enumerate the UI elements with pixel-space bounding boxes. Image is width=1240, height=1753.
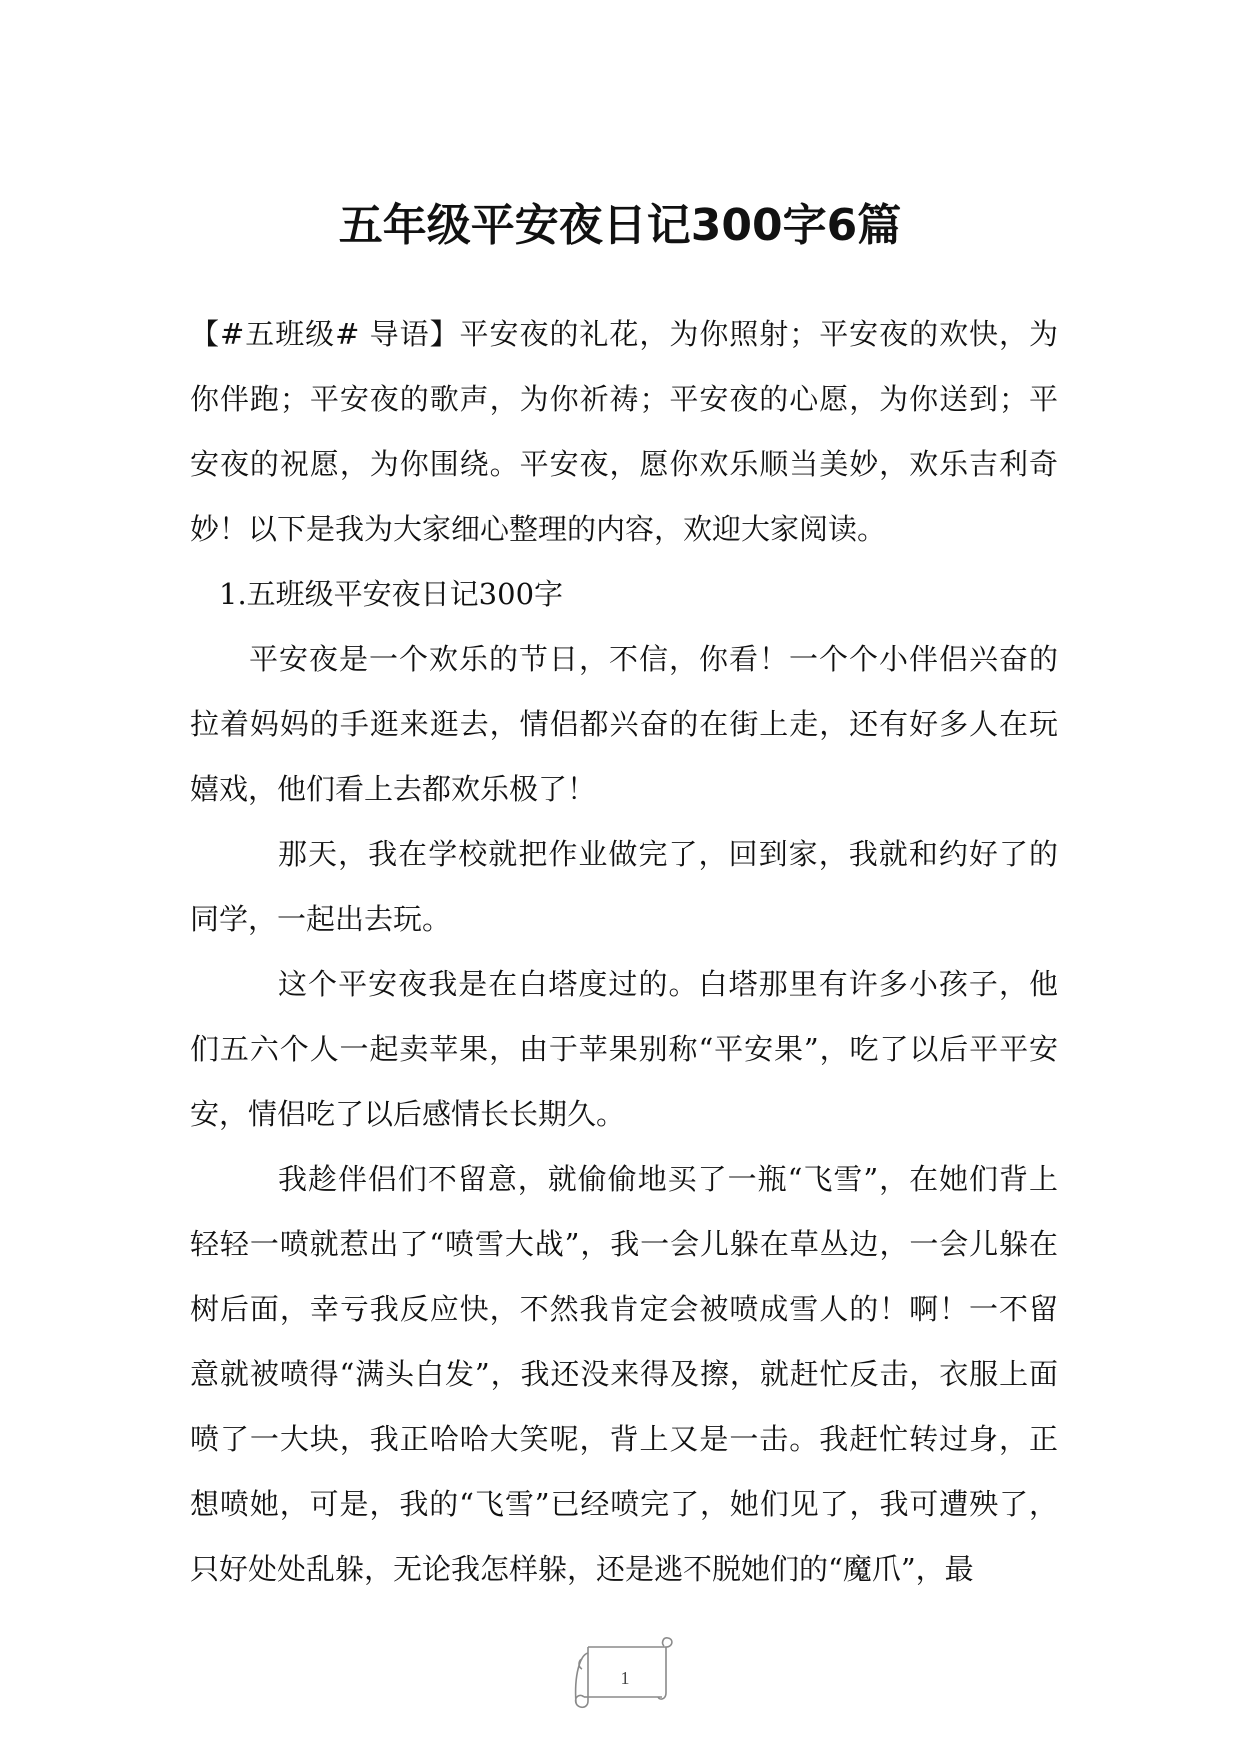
body-paragraph: 我趁伴侣们不留意，就偷偷地买了一瓶“飞雪”，在她们背上轻轻一喷就惹出了“喷雪大战”，我一会儿躲在草丛边，一会儿躲在树后面，幸亏我反应快，不然我肯定会被喷成雪人的！啊！一不留意就被喷得“满头白发”，我还没来得及擦，就赶忙反击，衣服上面喷了一大块，我正哈哈大笑呢，背上又是一击。我赶忙转过身，正想喷她，可是，我的“飞雪”已经喷完了，她们见了，我可遭殃了，只好处处乱躲，无论我怎样躲，还是逃不脱她们的“魔爪”，最 <box>190 1162 1058 1586</box>
section-heading: 1.五班级平安夜日记300字 <box>219 577 564 611</box>
document-title: 五年级平安夜日记300字6篇 <box>338 200 902 251</box>
intro-paragraph: 【#五班级# 导语】平安夜的礼花，为你照射；平安夜的欢快，为你伴跑；平安夜的歌声，为你祈祷；平安夜的心愿，为你送到；平安夜的祝愿，为你围绕。平安夜，愿你欢乐顺当美妙，欢乐吉利奇妙！以下是我为大家细心整理的内容，欢迎大家阅读。 <box>190 317 1058 546</box>
page-footer <box>570 1635 680 1715</box>
body-paragraph: 那天，我在学校就把作业做完了，回到家，我就和约好了的同学，一起出去玩。 <box>190 837 1058 936</box>
page-number: 1 <box>620 1668 630 1688</box>
body-paragraph: 这个平安夜我是在白塔度过的。白塔那里有许多小孩子，他们五六个人一起卖苹果，由于苹果别称“平安果”，吃了以后平平安安，情侣吃了以后感情长长期久。 <box>190 967 1058 1131</box>
document-body <box>190 302 1058 1602</box>
body-paragraph: 平安夜是一个欢乐的节日，不信，你看！一个个小伴侣兴奋的拉着妈妈的手逛来逛去，情侣都兴奋的在街上走，还有好多人在玩嬉戏，他们看上去都欢乐极了！ <box>190 642 1058 806</box>
